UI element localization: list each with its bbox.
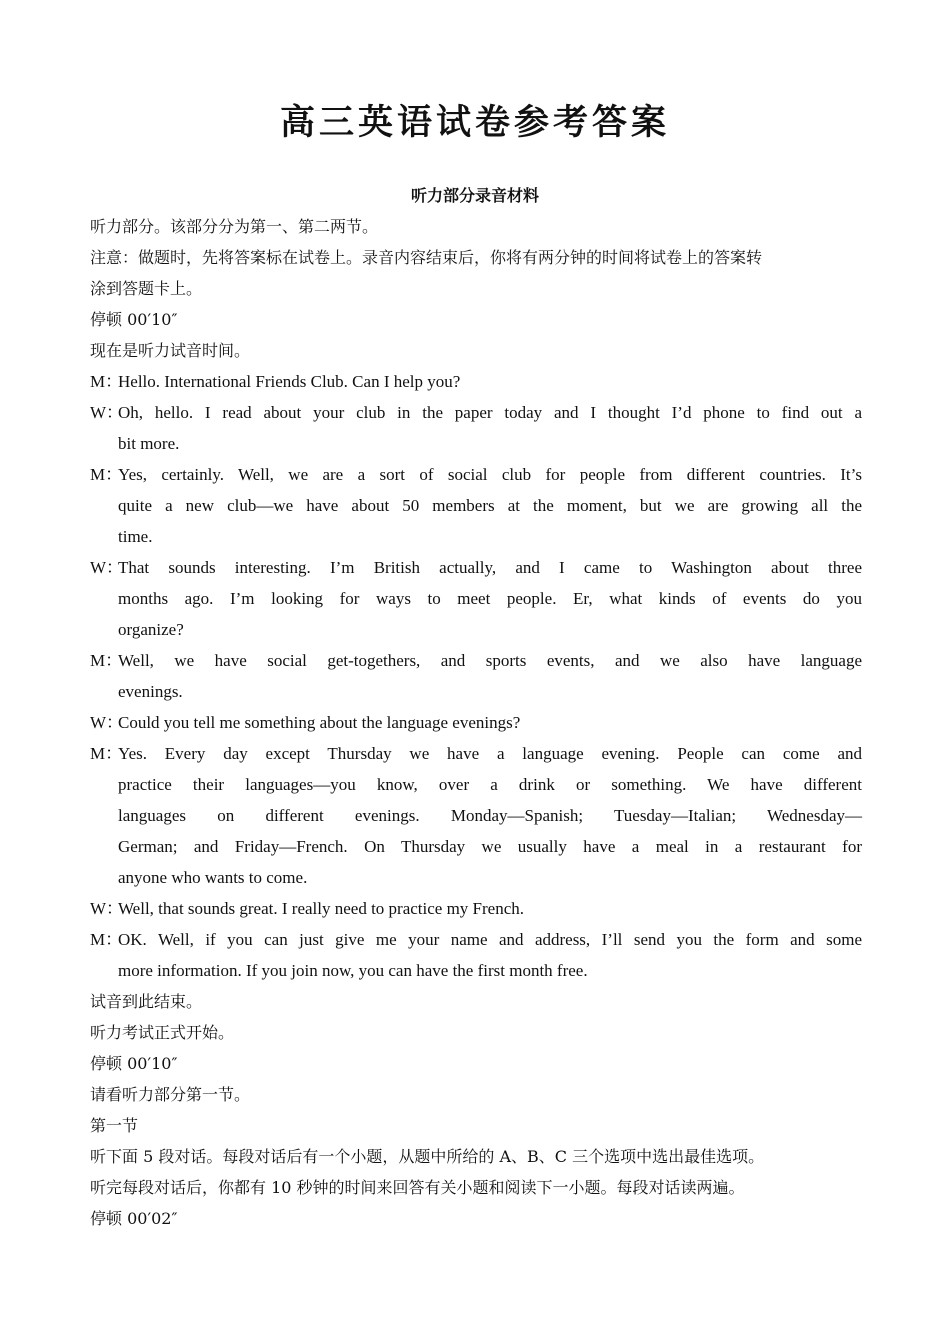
pause-marker: 停顿 00′02″ [90, 1209, 178, 1228]
dialogue-text: OK. Well, if you can just give me your name and address, I’ll send you the form and some [118, 930, 862, 949]
dialogue-text: Could you tell me something about the language evenings? [118, 713, 521, 732]
trial-line: 现在是听力试音时间。 [90, 341, 251, 360]
transcript-body [90, 211, 862, 1234]
dialogue-text: Well, we have social get-togethers, and sports events, and we also have language [118, 651, 862, 670]
dialogue-continuation: time. [118, 527, 153, 546]
trial-end-line: 试音到此结束。 [90, 992, 203, 1011]
dialogue-text: Yes, certainly. Well, we are a sort of social club for people from different countries. It’s [118, 465, 862, 484]
dialogue-text: That sounds interesting. I’m British actually, and I came to Washington about three [118, 558, 862, 577]
speaker-label: M： [90, 372, 123, 391]
dialogue-continuation: German; and Friday—French. On Thursday we usually have a meal in a restaurant for [118, 837, 862, 856]
dialogue-continuation: months ago. I’m looking for ways to meet people. Er, what kinds of events do you [118, 589, 862, 608]
speaker-label: M： [90, 651, 123, 670]
speaker-label: W： [90, 899, 124, 918]
dialogue-line [90, 893, 862, 924]
speaker-label: M： [90, 930, 123, 949]
dialogue-line [90, 924, 862, 955]
speaker-label: W： [90, 403, 124, 422]
dialogue-text: Well, that sounds great. I really need to practice my French. [118, 899, 525, 918]
dialogue-line [90, 397, 862, 428]
dialogue-line [90, 645, 862, 676]
dialogue-text: Yes. Every day except Thursday we have a language evening. People can come and [118, 744, 862, 763]
dialogue-line [90, 707, 862, 738]
instruction-line: 听下面 5 段对话。每段对话后有一个小题，从题中所给的 A、B、C 三个选项中选出最佳选项。 [90, 1147, 765, 1166]
dialogue-text: Oh, hello. I read about your club in the paper today and I thought I’d phone to find out a [118, 403, 862, 422]
dialogue-line [90, 738, 862, 769]
speaker-label: W： [90, 713, 124, 732]
dialogue-line [90, 552, 862, 583]
instruction-line: 听完每段对话后，你都有 10 秒钟的时间来回答有关小题和阅读下一小题。每段对话读两遍。 [90, 1178, 745, 1197]
dialogue-line [90, 366, 862, 397]
speaker-label: M： [90, 465, 123, 484]
dialogue-text: Hello. International Friends Club. Can I help you? [118, 372, 461, 391]
dialogue-continuation: anyone who wants to come. [118, 868, 308, 887]
note-line: 注意：做题时，先将答案标在试卷上。录音内容结束后，你将有两分钟的时间将试卷上的答案转 [90, 248, 763, 267]
pause-marker: 停顿 00′10″ [90, 310, 178, 329]
section-heading: 第一节 [90, 1116, 139, 1135]
page-title: 高三英语试卷参考答案 [279, 103, 670, 143]
dialogue-continuation: more information. If you join now, you can have the first month free. [118, 961, 588, 980]
dialogue-continuation: practice their languages—you know, over a drink or something. We have different [118, 775, 862, 794]
dialogue-continuation: languages on different evenings. Monday—Spanish; Tuesday—Italian; Wednesday— [118, 806, 862, 825]
exam-start-line: 听力考试正式开始。 [90, 1023, 235, 1042]
dialogue-continuation: quite a new club—we have about 50 members at the moment, but we are growing all the [118, 496, 862, 515]
dialogue-continuation: bit more. [118, 434, 180, 453]
dialogue-continuation: organize? [118, 620, 184, 639]
note-line-cont: 涂到答题卡上。 [90, 279, 203, 298]
speaker-label: W： [90, 558, 124, 577]
intro-line: 听力部分。该部分分为第一、第二两节。 [90, 217, 379, 236]
speaker-label: M： [90, 744, 123, 763]
section-pointer-line: 请看听力部分第一节。 [90, 1085, 251, 1104]
dialogue-line [90, 459, 862, 490]
pause-marker: 停顿 00′10″ [90, 1054, 178, 1073]
dialogue-continuation: evenings. [118, 682, 183, 701]
section-subtitle: 听力部分录音材料 [410, 186, 539, 205]
